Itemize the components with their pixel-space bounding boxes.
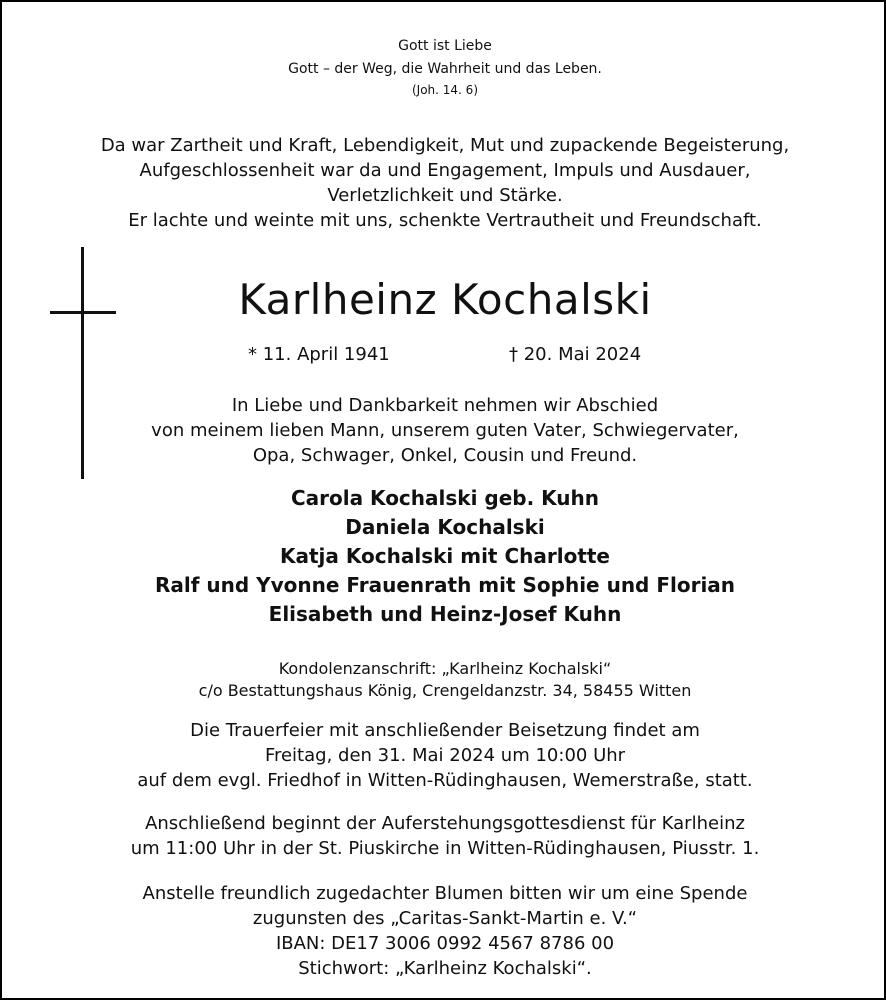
death-date: † 20. Mai 2024 [509,344,642,365]
farewell-line: In Liebe und Dankbarkeit nehmen wir Abschied [231,395,659,416]
donation-line: zugunsten des „Caritas-Sankt-Martin e. V.“ [252,908,638,929]
funeral-line: auf dem evgl. Friedhof in Witten-Rüdinghausen, Wemerstraße, statt. [137,770,753,791]
poem-line: Aufgeschlossenheit war da und Engagement, Impuls und Ausdauer, [139,160,751,181]
poem-line: Er lachte und weinte mit uns, schenkte Vertrautheit und Freundschaft. [128,210,762,231]
mourner-name: Elisabeth und Heinz-Josef Kuhn [268,602,622,626]
poem-line: Da war Zartheit und Kraft, Lebendigkeit, Mut und zupackende Begeisterung, [100,135,790,156]
mourner-name: Katja Kochalski mit Charlotte [280,544,610,568]
service-line: um 11:00 Uhr in der St. Piuskirche in Witten-Rüdinghausen, Piusstr. 1. [130,838,760,859]
donation-line: IBAN: DE17 3006 0992 4567 8786 00 [275,933,615,954]
funeral-info [2,718,886,793]
verse-line-2: Gott – der Weg, die Wahrheit und das Leben. [288,61,602,77]
farewell-line: Opa, Schwager, Onkel, Cousin und Freund. [252,445,638,466]
farewell-line: von meinem lieben Mann, unserem guten Vater, Schwiegervater, [151,420,739,441]
donation-line: Stichwort: „Karlheinz Kochalski“. [298,958,592,979]
condolence-line: Kondolenzanschrift: „Karlheinz Kochalski“ [278,659,612,678]
funeral-line: Freitag, den 31. Mai 2024 um 10:00 Uhr [264,745,626,766]
donation-line: Anstelle freundlich zugedachter Blumen bitten wir um eine Spende [142,883,748,904]
condolence-line: c/o Bestattungshaus König, Crengeldanzstr. 34, 58455 Witten [198,681,692,700]
mourner-name: Carola Kochalski geb. Kuhn [290,486,600,510]
mourner-name: Daniela Kochalski [345,515,545,539]
deceased-name: Karlheinz Kochalski [238,275,652,324]
mourner-name: Ralf und Yvonne Frauenrath mit Sophie und Florian [154,573,736,597]
farewell-block [2,393,886,468]
verse-line-1: Gott ist Liebe [398,38,492,54]
poem-line: Verletzlichkeit und Stärke. [327,185,563,206]
service-line: Anschließend beginnt der Auferstehungsgottesdienst für Karlheinz [145,813,745,834]
funeral-line: Die Trauerfeier mit anschließender Beisetzung findet am [190,720,700,741]
service-info [2,811,886,861]
donation-info [2,881,886,981]
poem-block [2,133,886,233]
birth-date: * 11. April 1941 [248,344,390,365]
verse-reference: (Joh. 14. 6) [411,83,478,97]
mourners-list [2,484,886,629]
condolence-address [2,658,886,702]
